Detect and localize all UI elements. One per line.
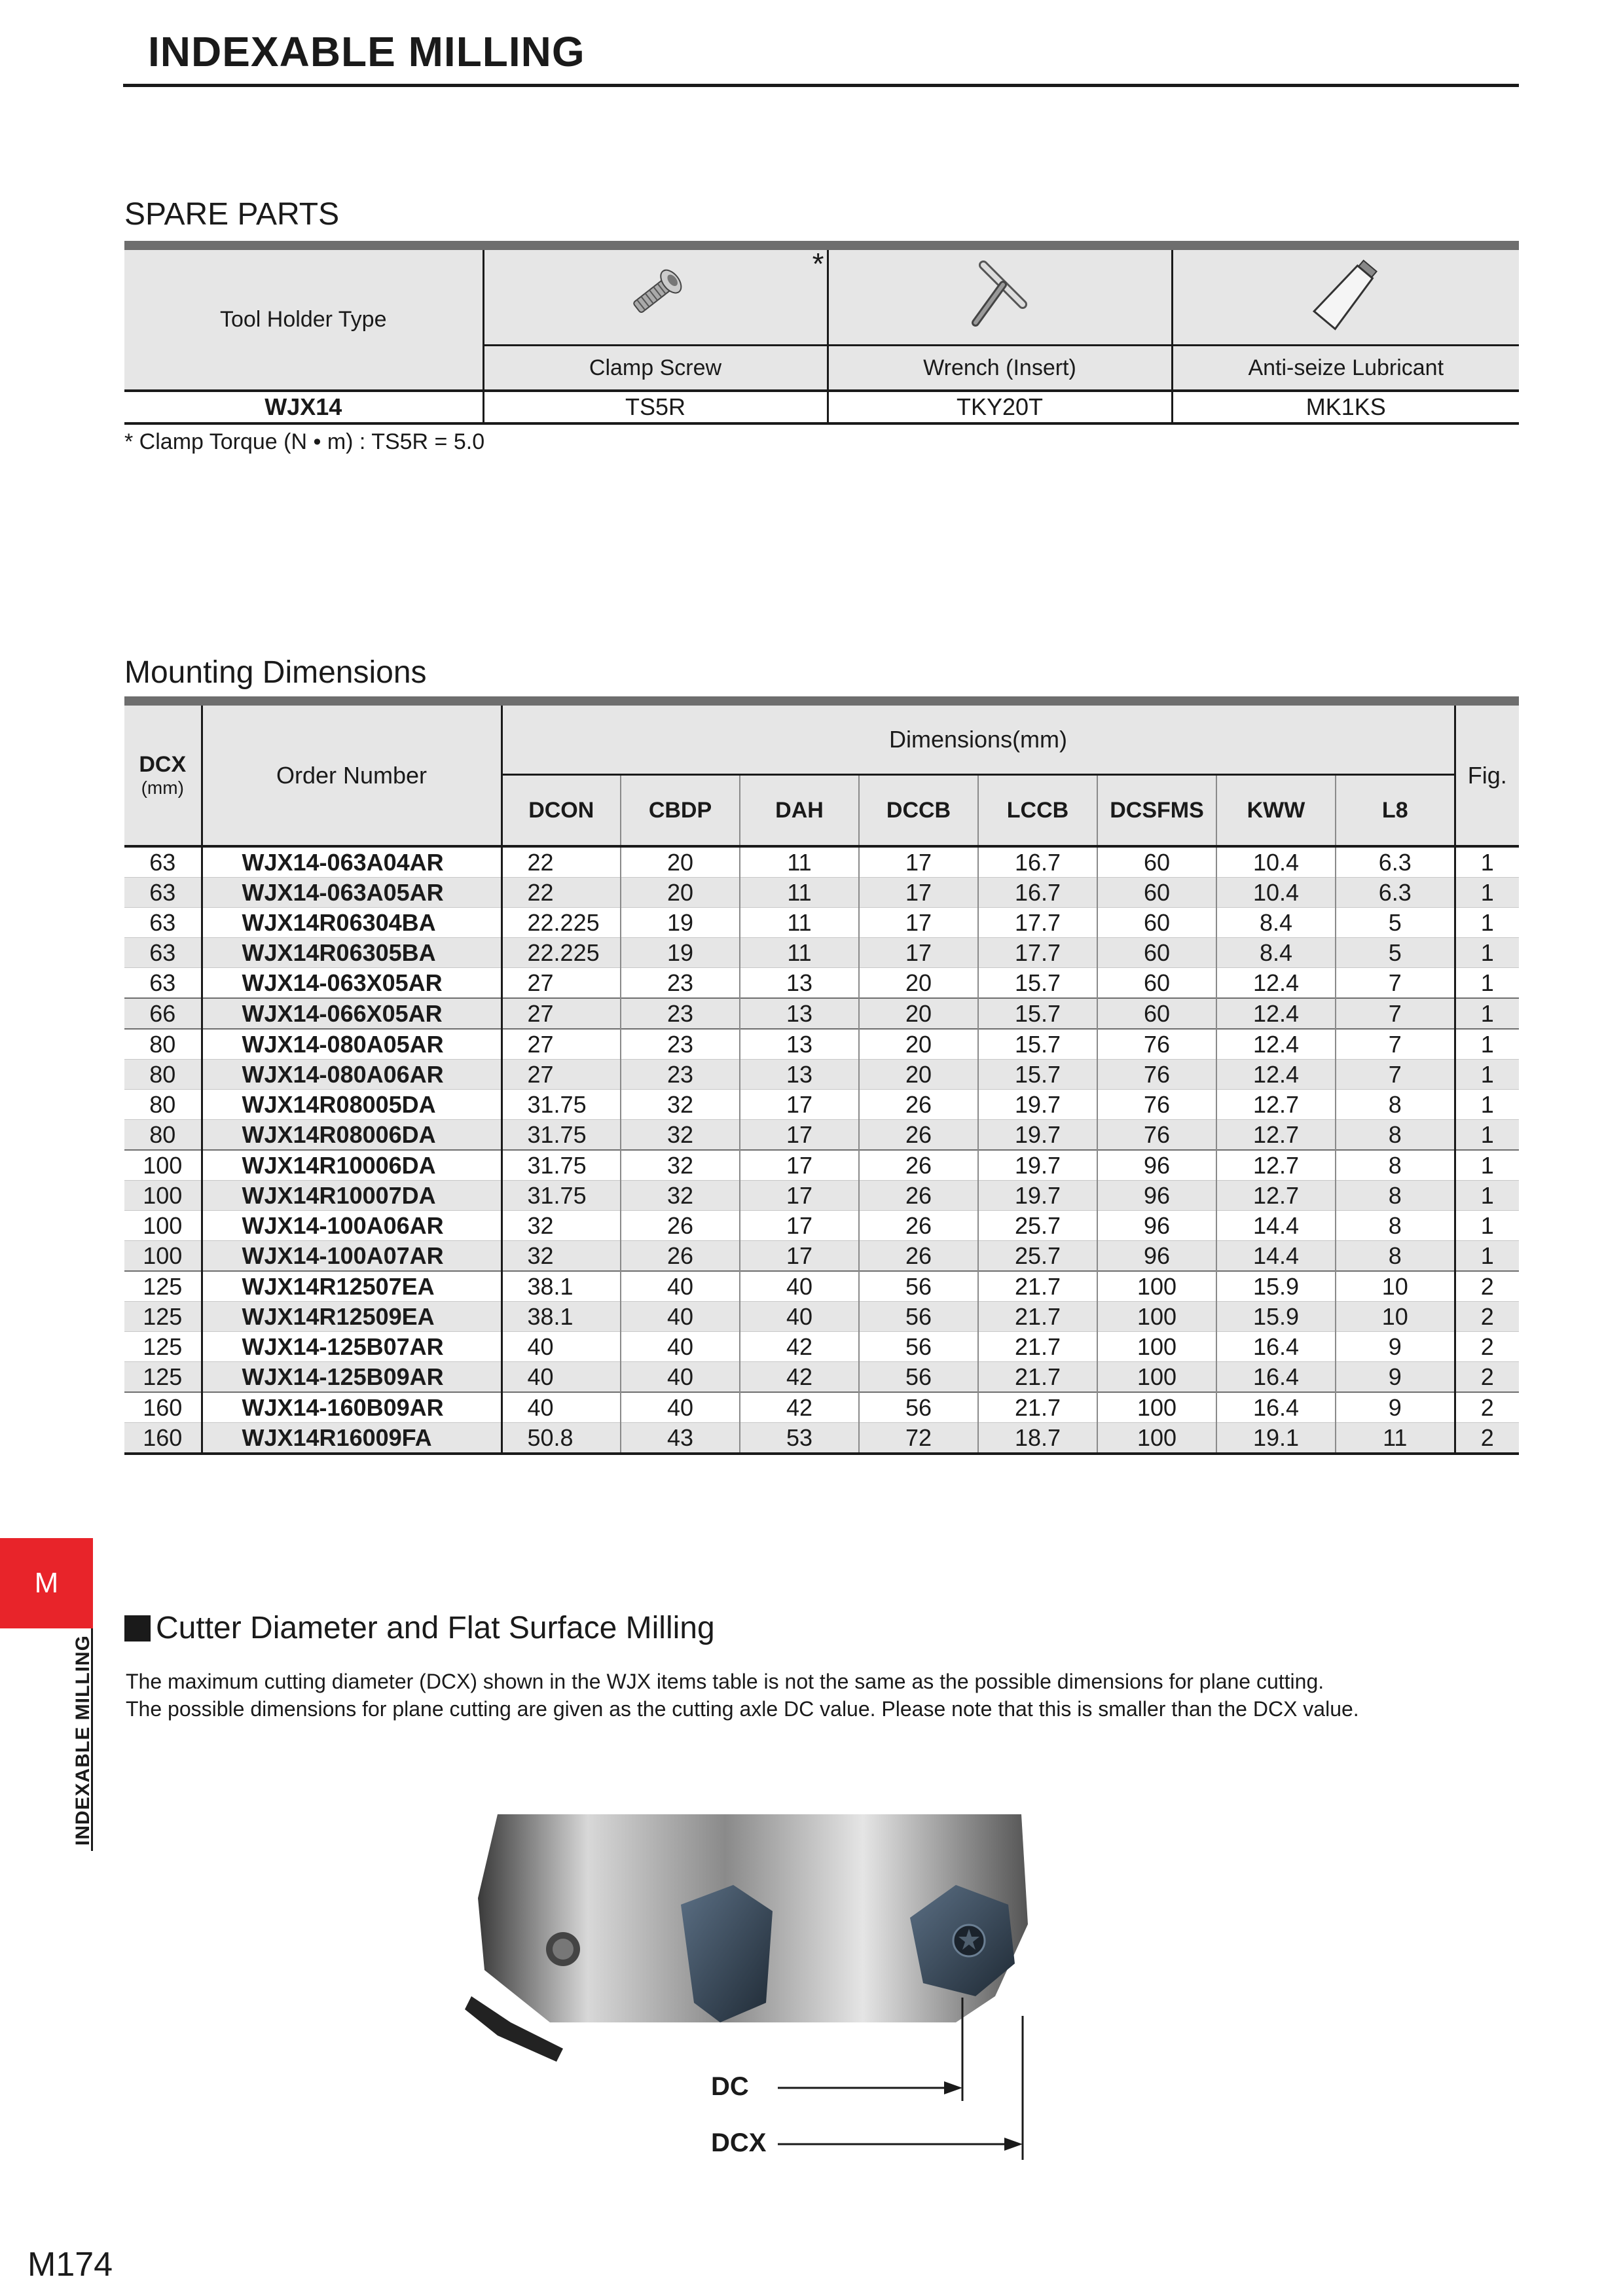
- dimension-cell: 26: [859, 1150, 978, 1181]
- dimension-cell: 12.7: [1216, 1150, 1336, 1181]
- dimension-cell: 9: [1336, 1392, 1455, 1423]
- dimension-cell: 21.7: [978, 1271, 1097, 1302]
- dimension-cell: 8: [1336, 1150, 1455, 1181]
- order-number-cell: WJX14-063X05AR: [202, 968, 501, 999]
- dimension-cell: 10: [1336, 1302, 1455, 1332]
- dimension-cell: 100: [1097, 1271, 1216, 1302]
- dimension-cell: 7: [1336, 1029, 1455, 1060]
- table-row: [124, 938, 1519, 968]
- fig-cell: 1: [1455, 1029, 1519, 1060]
- dimension-cell: 32: [501, 1211, 621, 1241]
- dimension-cell: 26: [859, 1181, 978, 1211]
- dcx-cell: 80: [124, 1120, 202, 1151]
- dimension-cell: 40: [621, 1302, 740, 1332]
- order-number-cell: WJX14-080A06AR: [202, 1060, 501, 1090]
- dimension-cell: 21.7: [978, 1362, 1097, 1393]
- dimension-cell: 8: [1336, 1181, 1455, 1211]
- order-number-cell: WJX14-066X05AR: [202, 998, 501, 1029]
- dimension-cell: 38.1: [501, 1271, 621, 1302]
- dim-col-header: DCSFMS: [1097, 775, 1216, 847]
- dimension-cell: 23: [621, 1029, 740, 1060]
- dimension-cell: 8: [1336, 1211, 1455, 1241]
- dimension-cell: 26: [621, 1241, 740, 1272]
- dimension-cell: 16.4: [1216, 1332, 1336, 1362]
- section-tab: M: [0, 1538, 93, 1628]
- dimension-cell: 16.4: [1216, 1362, 1336, 1393]
- dimension-cell: 12.7: [1216, 1120, 1336, 1151]
- spare-parts-table: [124, 247, 1519, 425]
- dimension-cell: 20: [859, 998, 978, 1029]
- order-number-cell: WJX14R06305BA: [202, 938, 501, 968]
- dimension-cell: 42: [740, 1392, 859, 1423]
- dimension-cell: 12.4: [1216, 968, 1336, 999]
- dimension-cell: 31.75: [501, 1181, 621, 1211]
- dcx-cell: 63: [124, 908, 202, 938]
- dimension-cell: 96: [1097, 1211, 1216, 1241]
- dimension-cell: 17: [740, 1181, 859, 1211]
- square-bullet-icon: [124, 1615, 151, 1641]
- dimension-cell: 17.7: [978, 908, 1097, 938]
- dimension-cell: 19.7: [978, 1181, 1097, 1211]
- dimension-cell: 20: [859, 968, 978, 999]
- table-row: [124, 1150, 1519, 1181]
- dcx-cell: 125: [124, 1332, 202, 1362]
- dcx-cell: 63: [124, 938, 202, 968]
- lubricant-label: Anti-seize Lubricant: [1172, 346, 1519, 391]
- dcx-cell: 63: [124, 968, 202, 999]
- dimension-cell: 18.7: [978, 1423, 1097, 1454]
- table-row: [124, 1029, 1519, 1060]
- dimension-cell: 42: [740, 1362, 859, 1393]
- dimension-cell: 40: [501, 1332, 621, 1362]
- dimension-cell: 40: [501, 1362, 621, 1393]
- dimension-cell: 17: [740, 1120, 859, 1151]
- dimension-cell: 100: [1097, 1332, 1216, 1362]
- dimension-cell: 8: [1336, 1090, 1455, 1120]
- wrench-cell: [828, 250, 1172, 346]
- dimension-cell: 17: [859, 908, 978, 938]
- dimension-cell: 56: [859, 1302, 978, 1332]
- order-number-cell: WJX14R08005DA: [202, 1090, 501, 1120]
- table-row: [124, 1120, 1519, 1151]
- dimension-cell: 32: [501, 1241, 621, 1272]
- table-row: [124, 1302, 1519, 1332]
- fig-cell: 1: [1455, 1150, 1519, 1181]
- dimension-cell: 19.7: [978, 1120, 1097, 1151]
- dimension-cell: 40: [621, 1362, 740, 1393]
- dimension-cell: 7: [1336, 998, 1455, 1029]
- dimension-cell: 27: [501, 998, 621, 1029]
- order-number-cell: WJX14R10006DA: [202, 1150, 501, 1181]
- dcx-cell: 100: [124, 1181, 202, 1211]
- dim-col-header: LCCB: [978, 775, 1097, 847]
- order-number-cell: WJX14-125B07AR: [202, 1332, 501, 1362]
- dimension-cell: 25.7: [978, 1241, 1097, 1272]
- dimension-cell: 12.4: [1216, 1029, 1336, 1060]
- dimension-cell: 16.4: [1216, 1392, 1336, 1423]
- order-number-header: Order Number: [202, 706, 501, 846]
- dimension-cell: 31.75: [501, 1120, 621, 1151]
- dimension-cell: 32: [621, 1181, 740, 1211]
- dimension-cell: 26: [859, 1211, 978, 1241]
- dimension-cell: 9: [1336, 1362, 1455, 1393]
- dimension-cell: 76: [1097, 1029, 1216, 1060]
- fig-cell: 1: [1455, 938, 1519, 968]
- dimension-cell: 17: [859, 938, 978, 968]
- dimension-cell: 13: [740, 968, 859, 999]
- dimension-cell: 19: [621, 908, 740, 938]
- dimension-cell: 21.7: [978, 1302, 1097, 1332]
- dcx-cell: 63: [124, 846, 202, 878]
- table-row: [124, 1392, 1519, 1423]
- dimension-cell: 19.7: [978, 1090, 1097, 1120]
- dimension-cell: 11: [740, 846, 859, 878]
- dimension-cell: 40: [740, 1271, 859, 1302]
- fig-cell: 1: [1455, 878, 1519, 908]
- order-number-cell: WJX14R12507EA: [202, 1271, 501, 1302]
- dimension-cell: 40: [621, 1332, 740, 1362]
- dimension-cell: 32: [621, 1120, 740, 1151]
- dcx-cell: 63: [124, 878, 202, 908]
- table-row: [124, 1241, 1519, 1272]
- spare-parts-heading: SPARE PARTS: [124, 197, 340, 232]
- clamp-screw-cell: [483, 247, 828, 346]
- dimension-cell: 19.1: [1216, 1423, 1336, 1454]
- table-row: [124, 878, 1519, 908]
- dimension-cell: 96: [1097, 1150, 1216, 1181]
- dim-col-header: KWW: [1216, 775, 1336, 847]
- dimension-cell: 19.7: [978, 1150, 1097, 1181]
- table-row: [124, 968, 1519, 999]
- dimension-cell: 11: [740, 878, 859, 908]
- fig-cell: 2: [1455, 1423, 1519, 1454]
- dimension-cell: 50.8: [501, 1423, 621, 1454]
- dimension-cell: 22: [501, 878, 621, 908]
- lubricant-cell: [1172, 250, 1519, 346]
- fig-cell: 1: [1455, 1120, 1519, 1151]
- title-rule: [123, 84, 1519, 87]
- dimension-cell: 12.7: [1216, 1090, 1336, 1120]
- table-row: [124, 1060, 1519, 1090]
- order-number-cell: WJX14R12509EA: [202, 1302, 501, 1332]
- dimension-cell: 21.7: [978, 1392, 1097, 1423]
- dimension-cell: 100: [1097, 1302, 1216, 1332]
- dimension-cell: 13: [740, 1029, 859, 1060]
- dimension-cell: 10.4: [1216, 878, 1336, 908]
- dimension-cell: 25.7: [978, 1211, 1097, 1241]
- dimension-cell: 60: [1097, 998, 1216, 1029]
- clamp-screw-value: TS5R: [483, 391, 828, 423]
- dimension-cell: 56: [859, 1332, 978, 1362]
- dimension-cell: 17: [859, 878, 978, 908]
- dim-col-header: DCCB: [859, 775, 978, 847]
- dimension-cell: 17: [740, 1150, 859, 1181]
- dimension-cell: 56: [859, 1271, 978, 1302]
- dimension-cell: 43: [621, 1423, 740, 1454]
- dimension-cell: 12.4: [1216, 1060, 1336, 1090]
- dimension-cell: 96: [1097, 1181, 1216, 1211]
- dcx-cell: 100: [124, 1150, 202, 1181]
- dimension-cell: 15.9: [1216, 1271, 1336, 1302]
- mounting-bar: [124, 696, 1519, 706]
- dcx-cell: 100: [124, 1241, 202, 1272]
- fig-cell: 1: [1455, 1241, 1519, 1272]
- table-row: [124, 1423, 1519, 1454]
- cutter-description: The maximum cutting diameter (DCX) shown in the WJX items table is not the same as the possible dimensions for plane cutting. The possible dimensions for plane cutting are given as the cutting axle DC value. Please note that this is smaller than the DCX value.: [126, 1670, 1359, 1721]
- dim-col-header: DCON: [501, 775, 621, 847]
- table-row: [124, 846, 1519, 878]
- dimension-cell: 17: [740, 1211, 859, 1241]
- dimension-cell: 56: [859, 1362, 978, 1393]
- dcx-cell: 80: [124, 1029, 202, 1060]
- dimension-cell: 5: [1336, 908, 1455, 938]
- dimension-cell: 11: [740, 908, 859, 938]
- dimension-cell: 27: [501, 968, 621, 999]
- dimension-cell: 42: [740, 1332, 859, 1362]
- dimension-cell: 20: [621, 846, 740, 878]
- dimension-cell: 8: [1336, 1241, 1455, 1272]
- dimension-cell: 76: [1097, 1120, 1216, 1151]
- mounting-dimensions-table: [124, 706, 1519, 1455]
- dcx-cell: 80: [124, 1090, 202, 1120]
- dimension-cell: 20: [859, 1060, 978, 1090]
- fig-cell: 1: [1455, 1060, 1519, 1090]
- dcx-cell: 125: [124, 1362, 202, 1393]
- order-number-cell: WJX14-080A05AR: [202, 1029, 501, 1060]
- dimension-cell: 60: [1097, 878, 1216, 908]
- dimension-cell: 19: [621, 938, 740, 968]
- dimension-cell: 8.4: [1216, 938, 1336, 968]
- table-row: [124, 1271, 1519, 1302]
- dimension-cell: 17: [859, 846, 978, 878]
- order-number-cell: WJX14R06304BA: [202, 908, 501, 938]
- dimension-cell: 100: [1097, 1423, 1216, 1454]
- dimension-cell: 8: [1336, 1120, 1455, 1151]
- fig-cell: 2: [1455, 1302, 1519, 1332]
- dim-col-header: CBDP: [621, 775, 740, 847]
- dcx-cell: 66: [124, 998, 202, 1029]
- fig-cell: 1: [1455, 998, 1519, 1029]
- dimension-cell: 56: [859, 1392, 978, 1423]
- dimension-cell: 15.9: [1216, 1302, 1336, 1332]
- dimension-cell: 53: [740, 1423, 859, 1454]
- order-number-cell: WJX14R16009FA: [202, 1423, 501, 1454]
- dim-col-header: DAH: [740, 775, 859, 847]
- dimension-cell: 7: [1336, 968, 1455, 999]
- dimension-cell: 16.7: [978, 878, 1097, 908]
- page-title: INDEXABLE MILLING: [148, 28, 585, 75]
- dimension-cell: 27: [501, 1060, 621, 1090]
- dimension-cell: 11: [1336, 1423, 1455, 1454]
- wrench-label: Wrench (Insert): [828, 346, 1172, 391]
- dimension-cell: 40: [621, 1392, 740, 1423]
- dimension-cell: 60: [1097, 938, 1216, 968]
- dimension-cell: 13: [740, 1060, 859, 1090]
- dimension-cell: 12.7: [1216, 1181, 1336, 1211]
- dimension-cell: 10.4: [1216, 846, 1336, 878]
- dimension-cell: 23: [621, 998, 740, 1029]
- page-number: M174: [27, 2246, 113, 2284]
- dimension-cell: 31.75: [501, 1090, 621, 1120]
- table-row: [124, 1362, 1519, 1393]
- table-row: [124, 908, 1519, 938]
- dcx-cell: 125: [124, 1302, 202, 1332]
- wrench-icon: [957, 317, 1042, 342]
- dimension-cell: 17: [740, 1090, 859, 1120]
- dcx-cell: 160: [124, 1392, 202, 1423]
- order-number-cell: WJX14-125B09AR: [202, 1362, 501, 1393]
- dimension-cell: 10: [1336, 1271, 1455, 1302]
- dimension-cell: 6.3: [1336, 878, 1455, 908]
- table-row: [124, 1181, 1519, 1211]
- dimension-cell: 72: [859, 1423, 978, 1454]
- dimension-cell: 6.3: [1336, 846, 1455, 878]
- fig-cell: 1: [1455, 1181, 1519, 1211]
- dimension-cell: 13: [740, 998, 859, 1029]
- dcx-header: DCX (mm): [124, 706, 202, 846]
- dimension-cell: 23: [621, 968, 740, 999]
- order-number-cell: WJX14-100A07AR: [202, 1241, 501, 1272]
- cutter-photo: [458, 1806, 1061, 2173]
- dimension-cell: 15.7: [978, 998, 1097, 1029]
- dimension-cell: 100: [1097, 1362, 1216, 1393]
- dimension-cell: 14.4: [1216, 1211, 1336, 1241]
- dimension-cell: 21.7: [978, 1332, 1097, 1362]
- dimension-cell: 22.225: [501, 938, 621, 968]
- dimension-cell: 17: [740, 1241, 859, 1272]
- clamp-screw-label: Clamp Screw: [483, 346, 828, 391]
- dcx-cell: 160: [124, 1423, 202, 1454]
- dimension-cell: 26: [621, 1211, 740, 1241]
- dimension-cell: 20: [859, 1029, 978, 1060]
- dimension-cell: 76: [1097, 1060, 1216, 1090]
- dimension-cell: 15.7: [978, 968, 1097, 999]
- asterisk-mark: *: [812, 247, 824, 281]
- dimension-cell: 12.4: [1216, 998, 1336, 1029]
- dimension-cell: 27: [501, 1029, 621, 1060]
- fig-cell: 1: [1455, 846, 1519, 878]
- dimension-cell: 17.7: [978, 938, 1097, 968]
- dimension-cell: 8.4: [1216, 908, 1336, 938]
- table-row: [124, 1332, 1519, 1362]
- table-row: [124, 1211, 1519, 1241]
- fig-cell: 2: [1455, 1392, 1519, 1423]
- lubricant-value: MK1KS: [1172, 391, 1519, 423]
- dimension-cell: 40: [621, 1271, 740, 1302]
- dimension-cell: 26: [859, 1090, 978, 1120]
- dcx-cell: 100: [124, 1211, 202, 1241]
- dimension-cell: 32: [621, 1150, 740, 1181]
- dimension-cell: 60: [1097, 846, 1216, 878]
- order-number-cell: WJX14R10007DA: [202, 1181, 501, 1211]
- mounting-heading: Mounting Dimensions: [124, 655, 427, 690]
- table-row: [124, 998, 1519, 1029]
- fig-cell: 1: [1455, 968, 1519, 999]
- wrench-value: TKY20T: [828, 391, 1172, 423]
- dimension-cell: 31.75: [501, 1150, 621, 1181]
- dimension-cell: 7: [1336, 1060, 1455, 1090]
- dimension-cell: 15.7: [978, 1029, 1097, 1060]
- dimension-cell: 76: [1097, 1090, 1216, 1120]
- order-number-cell: WJX14-063A05AR: [202, 878, 501, 908]
- cutter-heading: Cutter Diameter and Flat Surface Milling: [124, 1610, 715, 1646]
- side-section-text: INDEXABLE MILLING: [72, 1635, 94, 1846]
- order-number-cell: WJX14-063A04AR: [202, 846, 501, 878]
- fig-cell: 1: [1455, 1211, 1519, 1241]
- lubricant-tube-icon: [1304, 317, 1389, 342]
- dcx-cell: 125: [124, 1271, 202, 1302]
- fig-cell: 2: [1455, 1271, 1519, 1302]
- dimension-cell: 15.7: [978, 1060, 1097, 1090]
- dimension-cell: 40: [740, 1302, 859, 1332]
- dimension-cell: 20: [621, 878, 740, 908]
- tool-holder-type-header: Tool Holder Type: [124, 250, 483, 391]
- dimension-cell: 26: [859, 1120, 978, 1151]
- dimension-cell: 60: [1097, 908, 1216, 938]
- dimension-cell: 23: [621, 1060, 740, 1090]
- fig-cell: 2: [1455, 1332, 1519, 1362]
- order-number-cell: WJX14R08006DA: [202, 1120, 501, 1151]
- fig-cell: 1: [1455, 908, 1519, 938]
- table-row: [124, 1090, 1519, 1120]
- order-number-cell: WJX14-160B09AR: [202, 1392, 501, 1423]
- dimension-cell: 100: [1097, 1392, 1216, 1423]
- dimension-cell: 14.4: [1216, 1241, 1336, 1272]
- fig-cell: 2: [1455, 1362, 1519, 1393]
- dimension-cell: 96: [1097, 1241, 1216, 1272]
- dimension-cell: 11: [740, 938, 859, 968]
- dimensions-header: Dimensions(mm): [501, 706, 1455, 775]
- dimension-cell: 16.7: [978, 846, 1097, 878]
- dimension-cell: 22: [501, 846, 621, 878]
- dimension-cell: 32: [621, 1090, 740, 1120]
- dimension-cell: 60: [1097, 968, 1216, 999]
- screw-icon: [613, 311, 698, 336]
- fig-cell: 1: [1455, 1090, 1519, 1120]
- dimension-cell: 9: [1336, 1332, 1455, 1362]
- dimension-cell: 5: [1336, 938, 1455, 968]
- clamp-torque-note: * Clamp Torque (N • m) : TS5R = 5.0: [124, 429, 485, 454]
- dimension-cell: 38.1: [501, 1302, 621, 1332]
- fig-header: Fig.: [1455, 706, 1519, 846]
- dcx-label: DCX: [711, 2128, 767, 2157]
- dcx-cell: 80: [124, 1060, 202, 1090]
- dimension-cell: 26: [859, 1241, 978, 1272]
- holder-value: WJX14: [124, 391, 483, 423]
- dc-label: DC: [711, 2072, 749, 2101]
- dimension-cell: 40: [501, 1392, 621, 1423]
- dim-col-header: L8: [1336, 775, 1455, 847]
- dimension-cell: 22.225: [501, 908, 621, 938]
- order-number-cell: WJX14-100A06AR: [202, 1211, 501, 1241]
